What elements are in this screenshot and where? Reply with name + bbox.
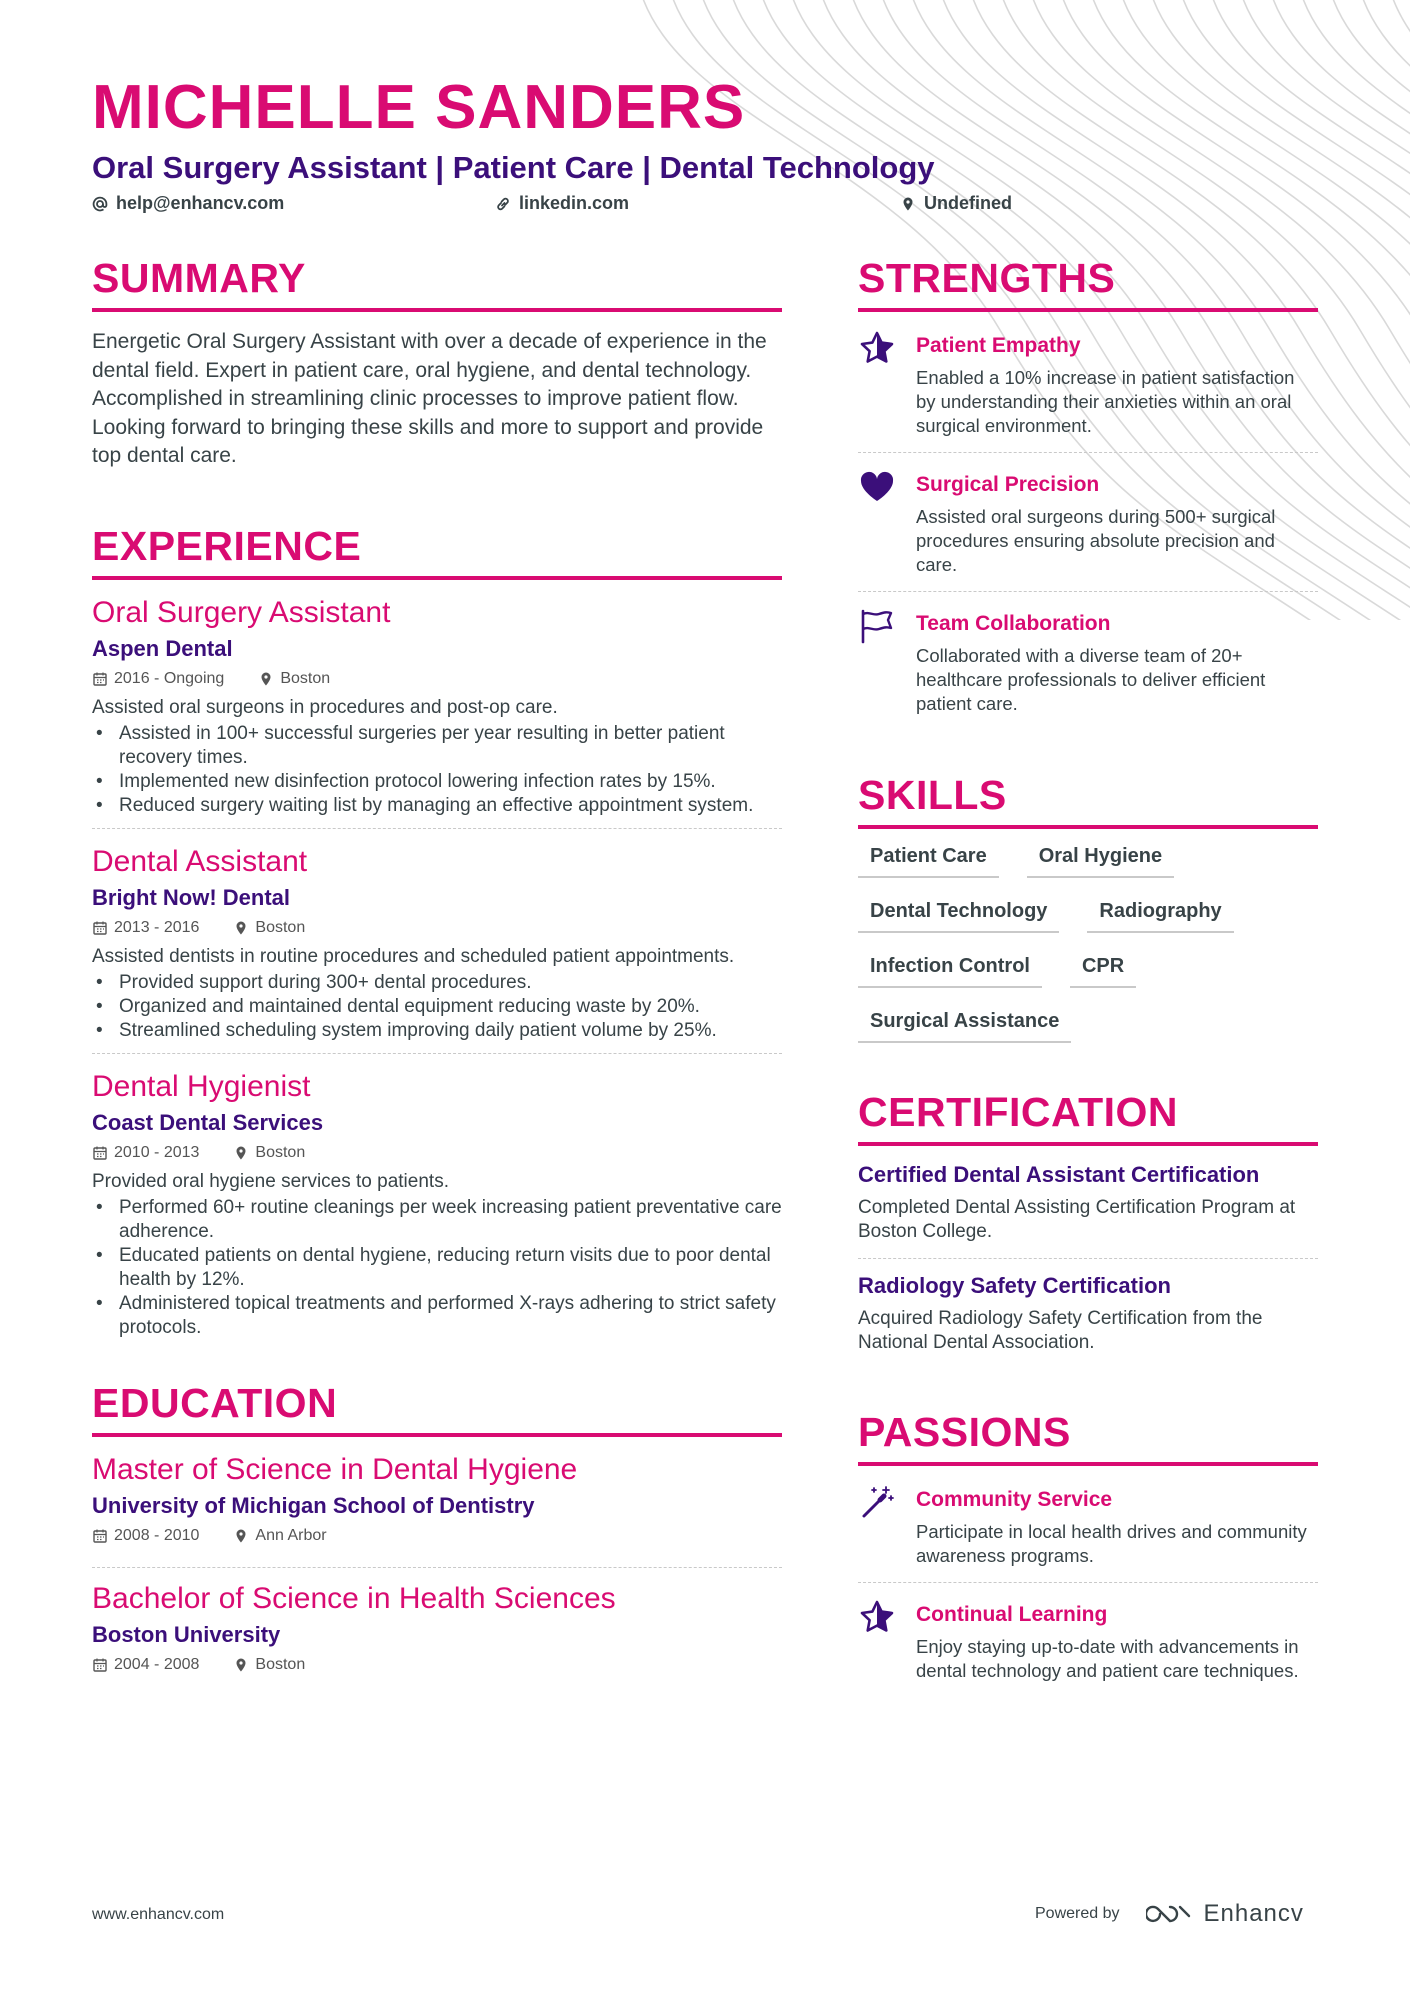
candidate-name: MICHELLE SANDERS xyxy=(92,73,746,142)
contact-email[interactable] xyxy=(92,193,284,214)
company-name: Aspen Dental xyxy=(92,635,233,661)
job-title: Oral Surgery Assistant xyxy=(92,595,391,629)
education-dates: 2004 - 2008 xyxy=(114,1655,200,1673)
education-location: Boston xyxy=(255,1655,306,1673)
education-location: Ann Arbor xyxy=(255,1526,327,1544)
job-bullet: • Assisted in 100+ successful surgeries per year resulting in better patient recovery times. xyxy=(92,722,782,770)
contact-location xyxy=(900,193,1012,214)
enhancv-logo[interactable] xyxy=(1146,1900,1304,1928)
skill-tag: Surgical Assistance xyxy=(858,1010,1071,1043)
passions-section xyxy=(858,1409,1318,1697)
enhancv-logo-icon xyxy=(1146,1902,1192,1926)
summary-section xyxy=(92,255,782,471)
skill-tag: Dental Technology xyxy=(858,900,1059,933)
job-bullet: • Implemented new disinfection protocol lowering infection rates by 15%. xyxy=(92,770,782,794)
passion-item xyxy=(858,1597,1318,1697)
skill-tag: Radiography xyxy=(1087,900,1233,933)
job-bullet: • Provided support during 300+ dental procedures. xyxy=(92,971,782,995)
education-dates: 2008 - 2010 xyxy=(114,1526,200,1544)
certification-text: Completed Dental Assisting Certification Program at Boston College. xyxy=(858,1197,1296,1242)
job-meta xyxy=(92,1144,782,1162)
skills-list xyxy=(858,845,1318,1043)
certification-section xyxy=(858,1089,1318,1369)
right-column xyxy=(858,255,1318,1711)
location-pin-icon xyxy=(233,920,249,936)
contact-linkedin-text: linkedin.com xyxy=(519,193,630,213)
left-column xyxy=(92,255,782,1710)
wave-line xyxy=(1360,0,1410,620)
footer-branding xyxy=(1035,1900,1304,1928)
wave-line xyxy=(1390,0,1410,620)
degree-title: Bachelor of Science in Health Sciences xyxy=(92,1581,616,1615)
wave-line xyxy=(1330,0,1410,620)
magic-wand-icon xyxy=(858,1484,896,1520)
job-title: Dental Hygienist xyxy=(92,1069,311,1103)
contact-location-text: Undefined xyxy=(924,193,1012,213)
passion-title: Continual Learning xyxy=(916,1603,1108,1626)
star-half-icon xyxy=(858,1599,896,1635)
strengths-section xyxy=(858,255,1318,730)
job-description: Assisted dentists in routine procedures and scheduled patient appointments. xyxy=(92,945,735,967)
calendar-icon xyxy=(92,1657,108,1673)
experience-section xyxy=(92,523,782,1350)
strength-text: Enabled a 10% increase in patient satisfaction by understanding their anxieties within an oral surgical environment. xyxy=(916,367,1295,436)
strength-item xyxy=(858,328,1318,453)
experience-item xyxy=(92,596,782,829)
strength-text: Collaborated with a diverse team of 20+ healthcare professionals to deliver efficient patient care. xyxy=(916,645,1266,714)
enhancv-brand-name: Enhancv xyxy=(1203,1900,1304,1927)
calendar-icon xyxy=(92,1528,108,1544)
job-location: Boston xyxy=(255,918,306,936)
flag-icon xyxy=(858,608,896,644)
education-section xyxy=(92,1380,782,1696)
job-dates: 2016 - Ongoing xyxy=(114,669,225,687)
job-bullets xyxy=(92,722,782,818)
passion-title: Community Service xyxy=(916,1488,1113,1511)
job-bullet: • Reduced surgery waiting list by managing an effective appointment system. xyxy=(92,794,782,818)
experience-item xyxy=(92,845,782,1054)
link-icon xyxy=(495,196,511,212)
job-meta xyxy=(92,670,782,688)
experience-item xyxy=(92,1070,782,1350)
candidate-tagline: Oral Surgery Assistant | Patient Care | Dental Technology xyxy=(92,150,935,185)
strength-title: Team Collaboration xyxy=(916,612,1111,635)
job-dates: 2013 - 2016 xyxy=(114,918,200,936)
education-meta xyxy=(92,1527,782,1545)
calendar-icon xyxy=(92,671,108,687)
skill-tag: CPR xyxy=(1070,955,1136,988)
contact-linkedin[interactable] xyxy=(495,193,629,214)
strengths-heading: STRENGTHS xyxy=(858,255,1318,312)
skills-section xyxy=(858,772,1318,1043)
company-name: Coast Dental Services xyxy=(92,1109,324,1135)
location-pin-icon xyxy=(258,671,274,687)
star-half-icon xyxy=(858,330,896,366)
school-name: Boston University xyxy=(92,1621,281,1647)
education-item xyxy=(92,1453,782,1568)
powered-by-label: Powered by xyxy=(1035,1905,1120,1922)
job-title: Dental Assistant xyxy=(92,844,308,878)
calendar-icon xyxy=(92,1145,108,1161)
passion-text: Participate in local health drives and community awareness programs. xyxy=(916,1521,1307,1566)
strength-text: Assisted oral surgeons during 500+ surgical procedures ensuring absolute precision and care. xyxy=(916,506,1276,575)
experience-heading: EXPERIENCE xyxy=(92,523,782,580)
skill-tag: Infection Control xyxy=(858,955,1042,988)
footer-website[interactable]: www.enhancv.com xyxy=(92,1906,225,1923)
heart-icon xyxy=(858,469,896,505)
strength-item xyxy=(858,467,1318,592)
contact-email-text: help@enhancv.com xyxy=(116,193,285,213)
skills-heading: SKILLS xyxy=(858,772,1318,829)
certification-title: Radiology Safety Certification xyxy=(858,1273,1171,1298)
job-description: Provided oral hygiene services to patients. xyxy=(92,1170,449,1192)
certification-text: Acquired Radiology Safety Certification from the National Dental Association. xyxy=(858,1308,1263,1353)
skill-tag: Patient Care xyxy=(858,845,999,878)
job-bullet: • Performed 60+ routine cleanings per week increasing patient preventative care adherence. xyxy=(92,1196,782,1244)
location-pin-icon xyxy=(233,1657,249,1673)
strength-title: Patient Empathy xyxy=(916,334,1081,357)
job-location: Boston xyxy=(255,1143,306,1161)
job-bullet: • Educated patients on dental hygiene, reducing return visits due to poor dental health by 12%. xyxy=(92,1244,782,1292)
job-dates: 2010 - 2013 xyxy=(114,1143,200,1161)
job-bullet: • Streamlined scheduling system improving daily patient volume by 25%. xyxy=(92,1019,782,1043)
job-description: Assisted oral surgeons in procedures and post-op care. xyxy=(92,696,558,718)
certification-heading: CERTIFICATION xyxy=(858,1089,1318,1146)
location-pin-icon xyxy=(900,196,916,212)
job-location: Boston xyxy=(280,669,331,687)
location-pin-icon xyxy=(233,1528,249,1544)
job-bullet: • Organized and maintained dental equipment reducing waste by 20%. xyxy=(92,995,782,1019)
education-meta xyxy=(92,1656,782,1674)
strength-title: Surgical Precision xyxy=(916,473,1100,496)
passions-heading: PASSIONS xyxy=(858,1409,1318,1466)
certification-title: Certified Dental Assistant Certification xyxy=(858,1162,1260,1187)
passion-item xyxy=(858,1482,1318,1583)
job-bullets xyxy=(92,1196,782,1340)
at-icon xyxy=(92,196,108,212)
company-name: Bright Now! Dental xyxy=(92,884,290,910)
certification-item xyxy=(858,1162,1318,1259)
passion-text: Enjoy staying up-to-date with advancements in dental technology and patient care techniques. xyxy=(916,1636,1299,1681)
job-bullets xyxy=(92,971,782,1043)
school-name: University of Michigan School of Dentistry xyxy=(92,1492,535,1518)
education-heading: EDUCATION xyxy=(92,1380,782,1437)
job-meta xyxy=(92,919,782,937)
degree-title: Master of Science in Dental Hygiene xyxy=(92,1452,578,1486)
education-item xyxy=(92,1582,782,1696)
summary-heading: SUMMARY xyxy=(92,255,782,312)
certification-item xyxy=(858,1273,1318,1369)
location-pin-icon xyxy=(233,1145,249,1161)
calendar-icon xyxy=(92,920,108,936)
summary-text: Energetic Oral Surgery Assistant with over a decade of experience in the dental field. Expert in patient care, oral hygiene, and dental technology. Accomplished in streamlining clinic processes to improve patient flow. Looking forward to bringing these skills and more to support and provide top dental care. xyxy=(92,330,767,467)
job-bullet: • Administered topical treatments and performed X-rays adhering to strict safety protocols. xyxy=(92,1292,782,1340)
strength-item xyxy=(858,606,1318,730)
skill-tag: Oral Hygiene xyxy=(1027,845,1174,878)
